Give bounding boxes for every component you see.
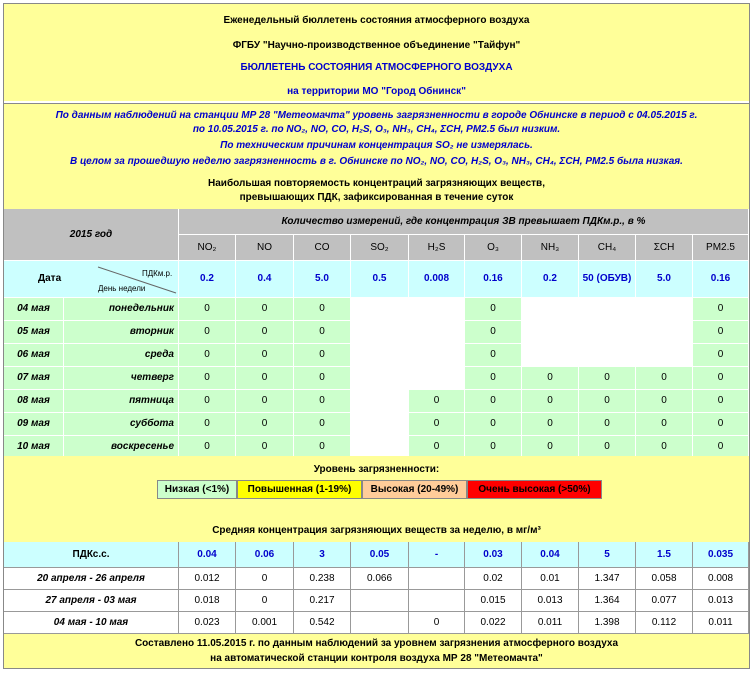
column-header-1: NO [236,235,294,261]
bulletin-frame [3,3,750,669]
row-value [636,298,693,321]
header-title: Еженедельный бюллетень состояния атмосферного воздуха [223,15,530,26]
row-value: 0 [579,413,636,436]
row-date: 04 мая [4,298,64,321]
header-bulletin-title: БЮЛЛЕТЕНЬ СОСТОЯНИЯ АТМОСФЕРНОГО ВОЗДУХА [240,62,513,73]
column-header-4: H₂S [409,235,465,261]
pdk-value-1: 0.4 [236,261,294,298]
avg-value: 0.022 [465,612,522,634]
header-organization: ФГБУ "Научно-производственное объединение "Тайфун" [232,40,521,51]
avg-value: 0.058 [636,568,693,590]
avg-value [409,568,465,590]
row-value [351,344,409,367]
row-value: 0 [522,390,579,413]
row-value: 0 [522,436,579,459]
column-header-3: SO₂ [351,235,409,261]
column-header-6: NH₃ [522,235,579,261]
row-value: 0 [693,367,749,390]
pdk-value-3: 0.5 [351,261,409,298]
avg-pdk-value-2: 3 [294,542,351,568]
row-value: 0 [636,413,693,436]
avg-value: 0.018 [179,590,236,612]
row-weekday: суббота [64,413,179,436]
summary-line-2: По техническим причинам концентрация SO₂ не измерялась. [220,140,533,151]
avg-value: 0.013 [522,590,579,612]
row-value: 0 [693,298,749,321]
row-value: 0 [294,344,351,367]
row-value: 0 [179,298,236,321]
row-value: 0 [294,367,351,390]
avg-value: 0.066 [351,568,409,590]
column-header-0: NO₂ [179,235,236,261]
date-label: Дата [38,273,62,284]
avg-value: 0.112 [636,612,693,634]
row-value: 0 [236,344,294,367]
row-value: 0 [179,413,236,436]
row-value: 0 [693,321,749,344]
header-territory: на территории МО "Город Обнинск" [287,86,466,97]
column-header-2: CO [294,235,351,261]
row-value: 0 [693,436,749,459]
avg-value: 1.398 [579,612,636,634]
avg-value [351,612,409,634]
avg-pdk-value-8: 1.5 [636,542,693,568]
row-value: 0 [579,390,636,413]
avg-value: 0.011 [693,612,749,634]
avg-value: 1.347 [579,568,636,590]
pdk-value-8: 5.0 [636,261,693,298]
row-value: 0 [465,298,522,321]
pdk-value-9: 0.16 [693,261,749,298]
column-header-5: O₃ [465,235,522,261]
row-value [351,390,409,413]
pdk-value-2: 5.0 [294,261,351,298]
avg-pdk-value-7: 5 [579,542,636,568]
row-value: 0 [294,298,351,321]
row-value: 0 [179,344,236,367]
row-weekday: понедельник [64,298,179,321]
legend-low: Низкая (<1%) [157,480,237,499]
row-value [579,321,636,344]
row-value: 0 [179,436,236,459]
avg-value: 0.023 [179,612,236,634]
avg-value: 0.008 [693,568,749,590]
row-value [351,367,409,390]
row-value [636,344,693,367]
row-value: 0 [465,321,522,344]
row-value [409,298,465,321]
row-weekday: четверг [64,367,179,390]
row-value [409,344,465,367]
row-value: 0 [294,436,351,459]
row-weekday: пятница [64,390,179,413]
row-date: 08 мая [4,390,64,413]
avg-pdk-value-4: - [409,542,465,568]
row-date: 10 мая [4,436,64,459]
row-date: 07 мая [4,367,64,390]
year-label: 2015 год [4,209,179,261]
row-value: 0 [693,390,749,413]
row-value: 0 [236,413,294,436]
row-value: 0 [465,367,522,390]
avg-value: 0 [236,590,294,612]
legend-very-high: Очень высокая (>50%) [467,480,602,499]
row-value [522,298,579,321]
avg-period: 27 апреля - 03 мая [4,590,179,612]
row-value: 0 [409,436,465,459]
row-value: 0 [236,321,294,344]
row-date: 09 мая [4,413,64,436]
avg-value: 0.238 [294,568,351,590]
row-value: 0 [409,390,465,413]
row-value [636,321,693,344]
avg-value: 0.015 [465,590,522,612]
row-value [351,321,409,344]
row-date: 05 мая [4,321,64,344]
avg-pdk-value-0: 0.04 [179,542,236,568]
avg-period: 04 мая - 10 мая [4,612,179,634]
avg-value: 0.01 [522,568,579,590]
avg-value: 0.013 [693,590,749,612]
avg-value: 0.011 [522,612,579,634]
row-value: 0 [465,413,522,436]
row-value [409,321,465,344]
row-value: 0 [236,298,294,321]
row-value: 0 [465,390,522,413]
row-value: 0 [579,367,636,390]
row-value: 0 [409,413,465,436]
avg-pdk-value-9: 0.035 [693,542,749,568]
row-value: 0 [522,413,579,436]
table-caption: Количество измерений, где концентрация ЗВ превышает ПДКм.р., в % [179,209,749,235]
row-value [351,298,409,321]
row-date: 06 мая [4,344,64,367]
legend-title: Уровень загрязненности: [313,464,440,475]
avg-value: 0 [236,568,294,590]
column-header-8: ΣCH [636,235,693,261]
row-value [579,298,636,321]
column-header-7: CH₄ [579,235,636,261]
row-value [579,344,636,367]
avg-value [351,590,409,612]
avg-value: 0.217 [294,590,351,612]
row-value: 0 [294,321,351,344]
pdk-value-5: 0.16 [465,261,522,298]
footer-line-2: на автоматической станции контроля воздуха МР 28 "Метеомачта" [210,653,543,664]
avg-value: 0.001 [236,612,294,634]
avg-value [409,590,465,612]
row-value [409,367,465,390]
avg-value: 0.012 [179,568,236,590]
row-value: 0 [179,390,236,413]
row-value: 0 [236,436,294,459]
avg-value: 1.364 [579,590,636,612]
avg-value: 0.02 [465,568,522,590]
row-weekday: воскресенье [64,436,179,459]
legend-elevated: Повышенная (1-19%) [237,480,362,499]
row-value [522,344,579,367]
avg-pdk-value-5: 0.03 [465,542,522,568]
row-value: 0 [693,413,749,436]
row-value: 0 [294,390,351,413]
pdk-value-7: 50 (ОБУВ) [579,261,636,298]
date-header-cell [4,261,179,298]
row-value: 0 [465,344,522,367]
row-value: 0 [179,321,236,344]
pdk-value-0: 0.2 [179,261,236,298]
avg-table-title: Средняя концентрация загрязняющих веществ за неделю, в мг/м³ [212,525,541,536]
pdk-value-6: 0.2 [522,261,579,298]
avg-pdk-value-6: 0.04 [522,542,579,568]
row-value: 0 [636,390,693,413]
row-value: 0 [294,413,351,436]
row-value: 0 [636,436,693,459]
footer-line-1: Составлено 11.05.2015 г. по данным наблюдений за уровнем загрязнения атмосферного воздуха [134,638,619,649]
row-value: 0 [465,436,522,459]
avg-value: 0 [409,612,465,634]
avg-period: 20 апреля - 26 апреля [4,568,179,590]
row-value: 0 [179,367,236,390]
row-value: 0 [636,367,693,390]
legend-high: Высокая (20-49%) [362,480,467,499]
summary-line-3: В целом за прошедшую неделю загрязненность в г. Обнинске по NO₂, NO, CO, H₂S, O₃, NH₃, CH₄, ΣCH, PM2.5 была низкая. [70,156,683,167]
avg-value: 0.077 [636,590,693,612]
summary-line-1a: По данным наблюдений на станции МР 28 "Метеомачта" уровень загрязненности в городе Обнинске в период с 04.05.2015 г. [55,110,698,121]
pdk-value-4: 0.008 [409,261,465,298]
row-value: 0 [579,436,636,459]
summary-line-4a: Наибольшая повторяемость концентраций загрязняющих веществ, [208,178,545,189]
avg-pdk-value-3: 0.05 [351,542,409,568]
row-value: 0 [236,390,294,413]
weekday-label: День недели [98,284,146,293]
row-value: 0 [522,367,579,390]
pdk-label: ПДКм.р. [142,269,173,278]
row-weekday: вторник [64,321,179,344]
row-value: 0 [236,367,294,390]
summary-line-1b: по 10.05.2015 г. по NO₂, NO, CO, H₂S, O₃, NH₃, CH₄, ΣCH, PM2.5 был низким. [192,124,561,135]
avg-value: 0.542 [294,612,351,634]
avg-pdk-label: ПДКс.с. [4,542,179,568]
row-value: 0 [693,344,749,367]
row-value [351,413,409,436]
diagonal-line [96,265,178,295]
summary-line-4b: превышающих ПДК, зафиксированная в течение суток [239,192,514,203]
row-weekday: среда [64,344,179,367]
column-header-9: PM2.5 [693,235,749,261]
row-value [522,321,579,344]
avg-pdk-value-1: 0.06 [236,542,294,568]
